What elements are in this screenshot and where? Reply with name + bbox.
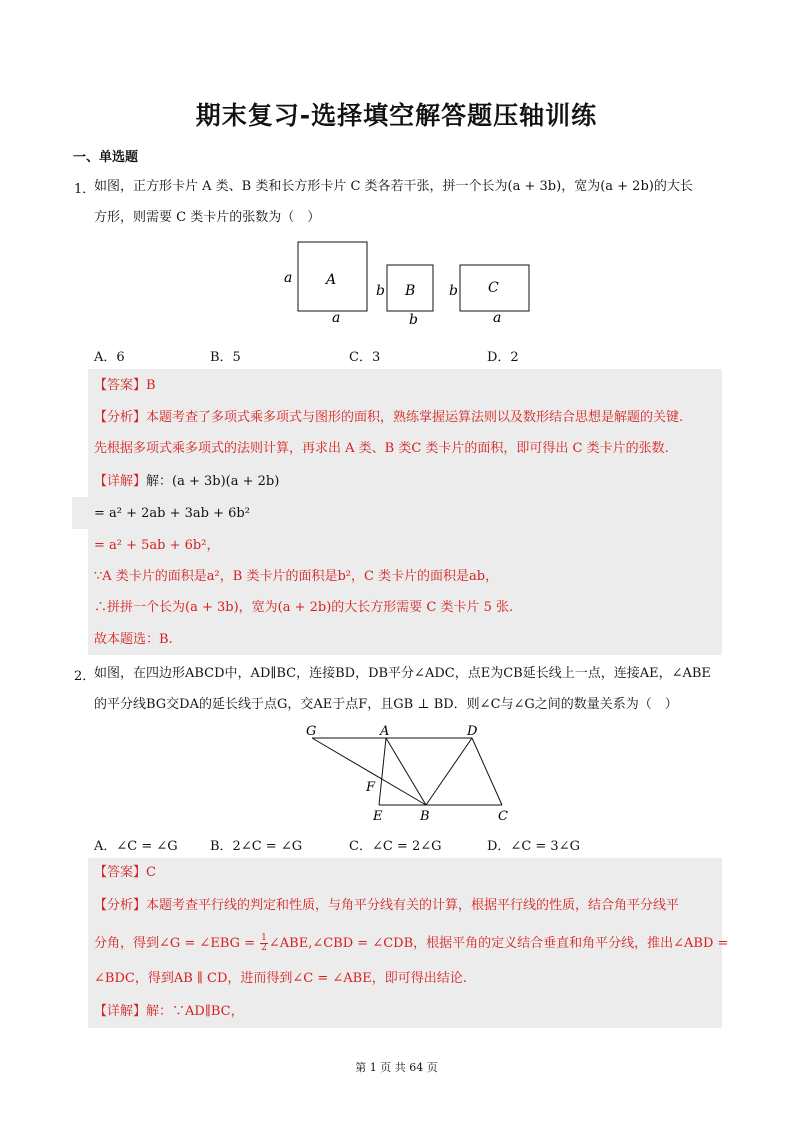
segment-bd	[426, 738, 472, 805]
choice-2c[interactable]: C．∠C = 2∠G	[349, 839, 442, 854]
choice-1c[interactable]: C．3	[349, 350, 381, 365]
detail-1-line-3: = a² + 5ab + 6b²，	[94, 538, 220, 553]
analysis-2-line-2	[94, 934, 728, 953]
answer-box-1	[88, 369, 722, 655]
point-d-label: D	[467, 724, 478, 739]
analysis-1-line-2: 先根据多项式乘多项式的法则计算，再求出 A 类、B 类C 类卡片的面积，即可得出 C 类卡片的张数.	[94, 441, 669, 456]
segment-dc	[472, 738, 502, 805]
analysis-2-tag: 【分析】	[94, 898, 147, 913]
card-b-label: B	[405, 283, 416, 299]
point-b-label: B	[420, 809, 430, 824]
choice-1d[interactable]: D．2	[487, 350, 519, 365]
card-c-side-bottom: a	[493, 310, 502, 326]
choice-2b[interactable]: B．2∠C = ∠G	[210, 839, 303, 854]
card-a-label: A	[326, 272, 337, 288]
answer-2-key: 【答案】C	[94, 865, 156, 880]
choice-1b[interactable]: B．5	[210, 350, 241, 365]
side-mark	[72, 497, 88, 529]
page-title: 期末复习-选择填空解答题压轴训练	[195, 101, 598, 130]
answer-1-key: 【答案】B	[94, 378, 156, 393]
analysis-1-line-1	[94, 409, 683, 427]
point-e-label: E	[373, 809, 383, 824]
question-1-line-1: 如图，正方形卡片 A 类、B 类和长方形卡片 C 类各若干张，拼一个长为(a + 3b)，宽为(a + 2b)的大长	[94, 179, 693, 194]
detail-1-line-2: = a² + 2ab + 3ab + 6b²	[94, 506, 250, 521]
fraction-numerator: 1	[261, 933, 267, 943]
analysis-1-text-1: 本题考查了多项式乘多项式与图形的面积，熟练掌握运算法则以及数形结合思想是解题的关键.	[146, 410, 684, 425]
card-a-side-bottom: a	[332, 310, 341, 326]
detail-2-line-1	[94, 1003, 244, 1021]
answer-box-2	[88, 858, 729, 1028]
question-2-line-1: 如图，在四边形ABCD中，AD∥BC，连接BD，DB平分∠ADC，点E为CB延长线上一点，连接AE，∠ABE	[94, 666, 711, 681]
choice-1a[interactable]: A．6	[94, 350, 125, 365]
page-footer: 第 1 页 共 64 页	[355, 1061, 438, 1074]
card-a-side-left: a	[284, 270, 293, 286]
conclusion-1: 故本题选：B.	[94, 632, 173, 647]
question-1-figure	[280, 238, 540, 328]
analysis-2-line-3: ∠BDC，得到AB ∥ CD，进而得到∠C = ∠ABE，即可得出结论.	[94, 971, 467, 986]
analysis-2-text-2b: ∠ABE,∠CBD = ∠CDB，根据平角的定义结合垂直和角平分线，推出∠ABD =	[268, 936, 729, 951]
question-1-choices	[94, 346, 734, 366]
detail-1-text-1: 解：(a + 3b)(a + 2b)	[146, 474, 280, 489]
half-fraction	[260, 934, 268, 953]
detail-1-line-4: ∵A 类卡片的面积是a²，B 类卡片的面积是b²，C 类卡片的面积是ab，	[94, 569, 499, 584]
detail-1-line-5: ∴拼拼一个长为(a + 3b)，宽为(a + 2b)的大长方形需要 C 类卡片 5 张.	[94, 600, 514, 615]
analysis-2-text-2a: 分角，得到∠G = ∠EBG =	[94, 936, 260, 951]
choice-2a[interactable]: A．∠C = ∠G	[94, 839, 178, 854]
question-2-figure	[300, 718, 530, 826]
analysis-2-text-1: 本题考查平行线的判定和性质，与角平分线有关的计算，根据平行线的性质，结合角平分线平	[146, 898, 680, 913]
detail-2-text-1: 解：∵AD∥BC，	[146, 1004, 244, 1019]
section-heading: 一、单选题	[73, 150, 139, 165]
point-a-label: A	[380, 724, 390, 739]
question-2-line-2: 的平分线BG交DA的延长线于点G，交AE于点F，且GB ⊥ BD．则∠C与∠G之间的数量关系为（ ）	[94, 697, 678, 712]
detail-1-tag: 【详解】	[94, 474, 147, 489]
detail-1-line-1	[94, 473, 279, 491]
card-b-side-bottom: b	[409, 312, 418, 328]
point-g-label: G	[306, 724, 317, 739]
point-f-label: F	[366, 780, 376, 795]
question-1-line-2: 方形，则需要 C 类卡片的张数为（ ）	[94, 210, 321, 225]
fraction-denominator: 2	[261, 943, 267, 953]
analysis-1-tag: 【分析】	[94, 410, 147, 425]
question-1-number: 1．	[74, 182, 96, 197]
card-b-side-left: b	[376, 283, 385, 299]
point-c-label: C	[498, 809, 508, 824]
question-2-choices	[94, 835, 734, 855]
segment-ab	[386, 738, 426, 805]
detail-2-tag: 【详解】	[94, 1004, 147, 1019]
segment-ae	[379, 738, 386, 805]
choice-2d[interactable]: D．∠C = 3∠G	[487, 839, 580, 854]
card-c-side-left: b	[449, 283, 458, 299]
question-2-number: 2．	[74, 669, 96, 684]
card-c-label: C	[488, 280, 499, 296]
analysis-2-line-1	[94, 897, 679, 915]
